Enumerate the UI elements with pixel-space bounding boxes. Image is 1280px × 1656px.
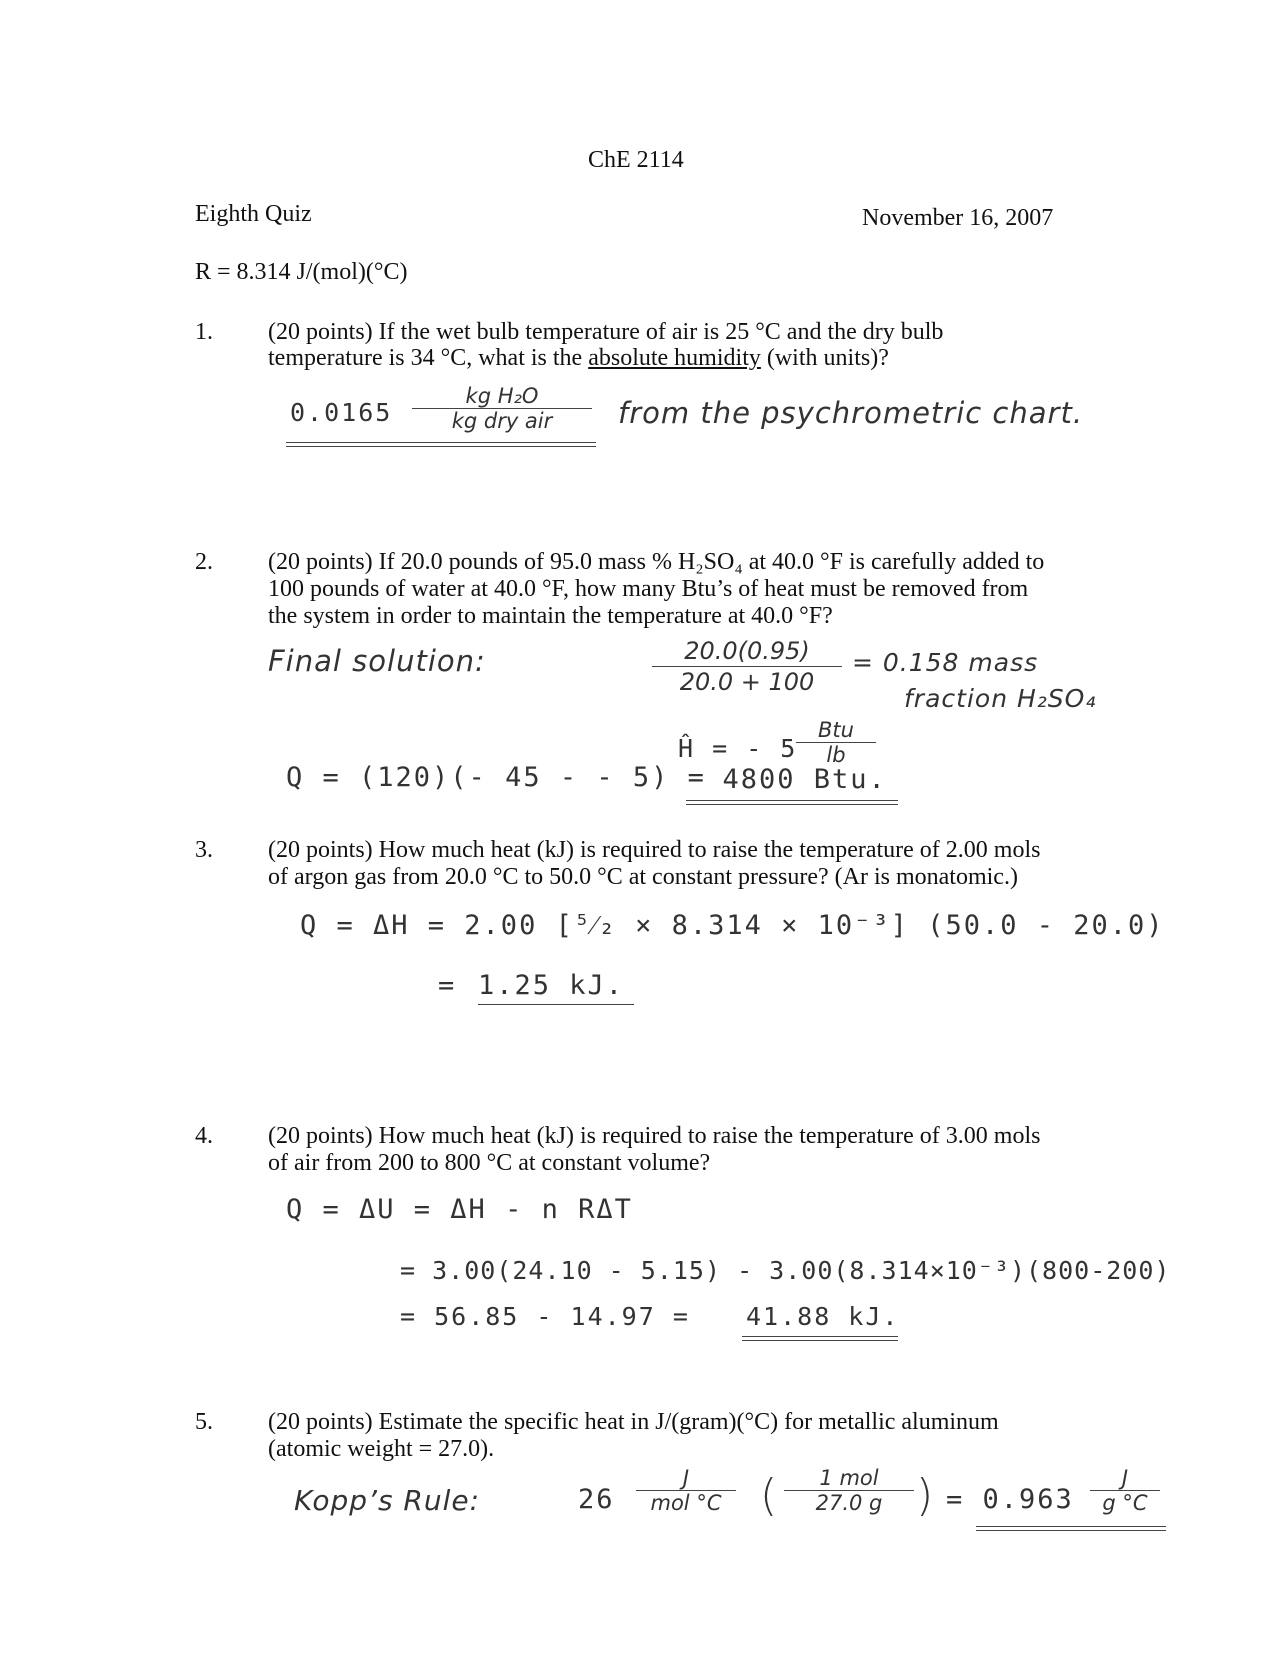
q1-number: 1. xyxy=(195,319,213,345)
q2-line1: (20 points) If 20.0 pounds of 95.0 mass % H₂SO₄ at 40.0 °F is carefully added to xyxy=(268,549,1045,575)
q5-line1: (20 points) Estimate the specific heat in J/(gram)(°C) for metallic aluminum xyxy=(268,1409,999,1435)
q1-line2: temperature is 34 °C, what is the absolute humidity (with units)? xyxy=(268,345,889,371)
q5-units-2-numerator: 1 mol xyxy=(784,1466,914,1491)
q2-fraction-numerator: 20.0(0.95) xyxy=(652,636,842,667)
q5-value: 26 xyxy=(578,1484,615,1515)
q3-line2: of argon gas from 20.0 °C to 50.0 °C at constant pressure? (Ar is monatomic.) xyxy=(268,864,1018,890)
q1-answer-units xyxy=(412,384,592,433)
q5-line2: (atomic weight = 27.0). xyxy=(268,1436,495,1462)
q5-paren-open: ( xyxy=(760,1470,779,1521)
q1-answer-value: 0.0165 xyxy=(290,398,393,427)
q4-number: 4. xyxy=(195,1123,213,1149)
q5-units-1 xyxy=(636,1466,736,1515)
q2-line3: the system in order to maintain the temperature at 40.0 °F? xyxy=(268,603,833,629)
q2-fraction-result-line1: = 0.158 mass xyxy=(852,648,1039,677)
q4-answer: 41.88 kJ. xyxy=(746,1302,900,1331)
q1-answer-note: from the psychrometric chart. xyxy=(618,396,1084,430)
q2-mass-fraction xyxy=(652,636,842,697)
q1-line1: (20 points) If the wet bulb temperature of air is 25 °C and the dry bulb xyxy=(268,319,944,345)
q2-final-label: Final solution: xyxy=(268,644,486,678)
q2-fraction-denominator: 20.0 + 100 xyxy=(679,668,815,696)
q5-result: = 0.963 xyxy=(946,1484,1074,1515)
q5-units-3-numerator: J xyxy=(1090,1466,1160,1491)
q3-line1: (20 points) How much heat (kJ) is required to raise the temperature of 2.00 mols xyxy=(268,837,1041,863)
q5-units-3 xyxy=(1090,1466,1160,1515)
q5-answer-double-underline xyxy=(976,1526,1166,1531)
q3-number: 3. xyxy=(195,837,213,863)
q4-answer-double-underline xyxy=(742,1336,898,1341)
q5-units-2 xyxy=(784,1466,914,1515)
q5-units-3-denominator: g °C xyxy=(1102,1491,1148,1515)
q2-fraction-result-line2: fraction H₂SO₄ xyxy=(904,684,1097,713)
q2-number: 2. xyxy=(195,549,213,575)
q1-underlined-term: absolute humidity xyxy=(588,345,761,371)
q4-equation-3: = 56.85 - 14.97 = xyxy=(400,1302,690,1331)
q5-kopp-rule: Kopp’s Rule: xyxy=(294,1484,481,1517)
q3-equals: = xyxy=(438,970,457,1001)
q5-units-1-denominator: mol °C xyxy=(650,1491,722,1515)
q1-units-numerator: kg H₂O xyxy=(412,384,592,409)
q5-paren-close: ) xyxy=(916,1470,935,1521)
q2-enthalpy-units-numerator: Btu xyxy=(796,718,876,743)
q2-answer-double-underline xyxy=(686,800,898,805)
q2-enthalpy-units xyxy=(796,718,876,767)
q2-enthalpy-units-denominator: lb xyxy=(826,743,846,767)
q2-enthalpy: Ĥ = - 5 xyxy=(678,734,798,763)
q5-units-1-numerator: J xyxy=(636,1466,736,1491)
q4-equation-1: Q = ΔU = ΔH - n RΔT xyxy=(286,1194,633,1225)
q3-answer-underline xyxy=(478,1004,634,1005)
q1-units-denominator: kg dry air xyxy=(451,409,553,433)
q2-heat-answer: - 4800 Btu. xyxy=(686,764,887,795)
q3-equation: Q = ΔH = 2.00 [⁵⁄₂ × 8.314 × 10⁻³] (50.0 - 20.0) xyxy=(300,910,1165,941)
q4-line2: of air from 200 to 800 °C at constant volume? xyxy=(268,1150,711,1176)
q4-line1: (20 points) How much heat (kJ) is required to raise the temperature of 3.00 mols xyxy=(268,1123,1041,1149)
q5-number: 5. xyxy=(195,1409,213,1435)
q4-equation-2: = 3.00(24.10 - 5.15) - 3.00(8.314×10⁻³)(800-200) xyxy=(400,1256,1171,1285)
q2-line2: 100 pounds of water at 40.0 °F, how many Btu’s of heat must be removed from xyxy=(268,576,1029,602)
q5-units-2-denominator: 27.0 g xyxy=(815,1491,883,1515)
gas-constant: R = 8.314 J/(mol)(°C) xyxy=(195,259,408,285)
quiz-title: Eighth Quiz xyxy=(195,201,312,227)
q2-heat-equation: Q = (120)(- 45 - - 5) = xyxy=(286,762,706,793)
q1-answer-double-underline xyxy=(286,442,596,447)
course-title: ChE 2114 xyxy=(588,147,684,173)
quiz-date: November 16, 2007 xyxy=(862,205,1054,231)
q3-answer: 1.25 kJ. xyxy=(478,970,625,1001)
